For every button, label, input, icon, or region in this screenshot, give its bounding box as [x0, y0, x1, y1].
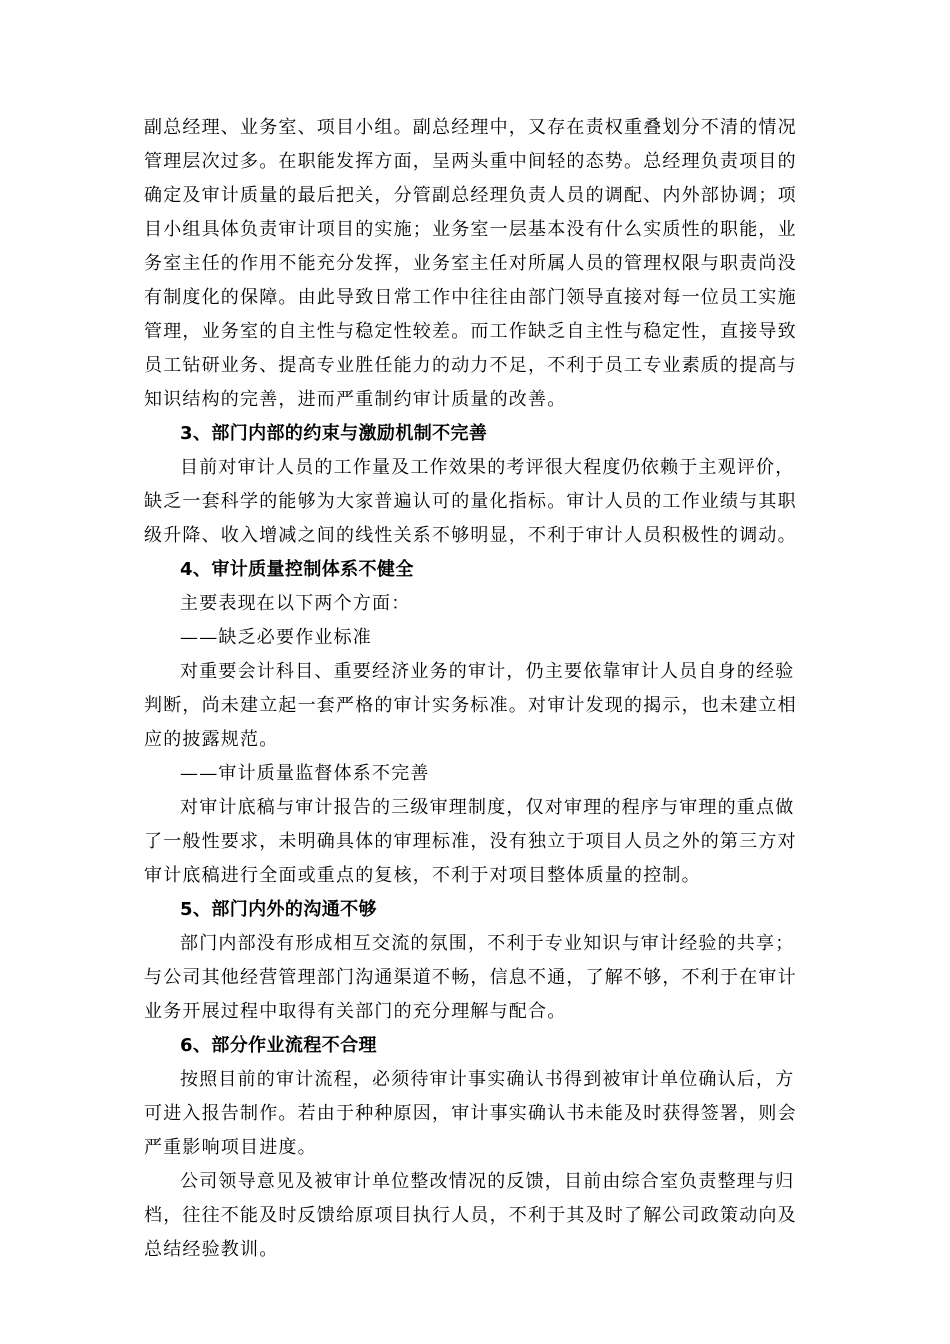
text-line: 按照目前的审计流程，必须待审计事实确认书得到被审计单位确认后，方	[180, 1069, 795, 1090]
text-line: 对审计底稿与审计报告的三级审理制度，仅对审理的程序与审理的重点做	[180, 797, 795, 818]
text-line: 了一般性要求，未明确具体的审理标准，没有独立于项目人员之外的第三方对	[144, 831, 797, 852]
text-line: 确定及审计质量的最后把关，分管副总经理负责人员的调配、内外部协调；项	[144, 185, 797, 206]
text-line: 务室主任的作用不能充分发挥，业务室主任对所属人员的管理权限与职责尚没	[144, 253, 797, 274]
text-line: 目前对审计人员的工作量及工作效果的考评很大程度仍依赖于主观评价，	[180, 457, 795, 478]
text-line: 业务开展过程中取得有关部门的充分理解与配合。	[144, 1001, 567, 1022]
text-line: 副总经理、业务室、项目小组。副总经理中，又存在责权重叠划分不清的情况	[144, 117, 797, 138]
text-line: 严重影响项目进度。	[144, 1137, 317, 1158]
text-line: 总结经验教训。	[144, 1239, 279, 1260]
text-line: 主要表现在以下两个方面：	[180, 593, 411, 614]
section-heading-5: 5、部门内外的沟通不够	[180, 899, 377, 920]
text-line: 管理层次过多。在职能发挥方面，呈两头重中间轻的态势。总经理负责项目的	[144, 151, 797, 172]
sub-heading: ——审计质量监督体系不完善	[180, 763, 430, 784]
text-line: 缺乏一套科学的能够为大家普遍认可的量化指标。审计人员的工作业绩与其职	[144, 491, 797, 512]
text-line: 审计底稿进行全面或重点的复核，不利于对项目整体质量的控制。	[144, 865, 701, 886]
text-line: 级升降、收入增减之间的线性关系不够明显，不利于审计人员积极性的调动。	[144, 525, 797, 546]
text-line: 档，往往不能及时反馈给原项目执行人员，不利于其及时了解公司政策动向及	[144, 1205, 797, 1226]
text-line: 与公司其他经营管理部门沟通渠道不畅，信息不通，了解不够，不利于在审计	[144, 967, 797, 988]
text-line: 员工钻研业务、提高专业胜任能力的动力不足，不利于员工专业素质的提高与	[144, 355, 797, 376]
text-line: 管理，业务室的自主性与稳定性较差。而工作缺乏自主性与稳定性，直接导致	[144, 321, 797, 342]
section-heading-3: 3、部门内部的约束与激励机制不完善	[180, 423, 488, 444]
text-line: 对重要会计科目、重要经济业务的审计，仍主要依靠审计人员自身的经验	[180, 661, 795, 682]
text-line: 应的披露规范。	[144, 729, 279, 750]
text-line: 可进入报告制作。若由于种种原因，审计事实确认书未能及时获得签署，则会	[144, 1103, 797, 1124]
section-heading-6: 6、部分作业流程不合理	[180, 1035, 377, 1056]
text-line: 目小组具体负责审计项目的实施；业务室一层基本没有什么实质性的职能，业	[144, 219, 797, 240]
text-line: 有制度化的保障。由此导致日常工作中往往由部门领导直接对每一位员工实施	[144, 287, 797, 308]
text-line: 知识结构的完善，进而严重制约审计质量的改善。	[144, 389, 567, 410]
sub-heading: ——缺乏必要作业标准	[180, 627, 372, 648]
section-heading-4: 4、审计质量控制体系不健全	[180, 559, 414, 580]
text-line: 判断，尚未建立起一套严格的审计实务标准。对审计发现的揭示，也未建立相	[144, 695, 797, 716]
text-line: 公司领导意见及被审计单位整改情况的反馈，目前由综合室负责整理与归	[180, 1171, 795, 1192]
text-line: 部门内部没有形成相互交流的氛围，不利于专业知识与审计经验的共享；	[180, 933, 795, 954]
